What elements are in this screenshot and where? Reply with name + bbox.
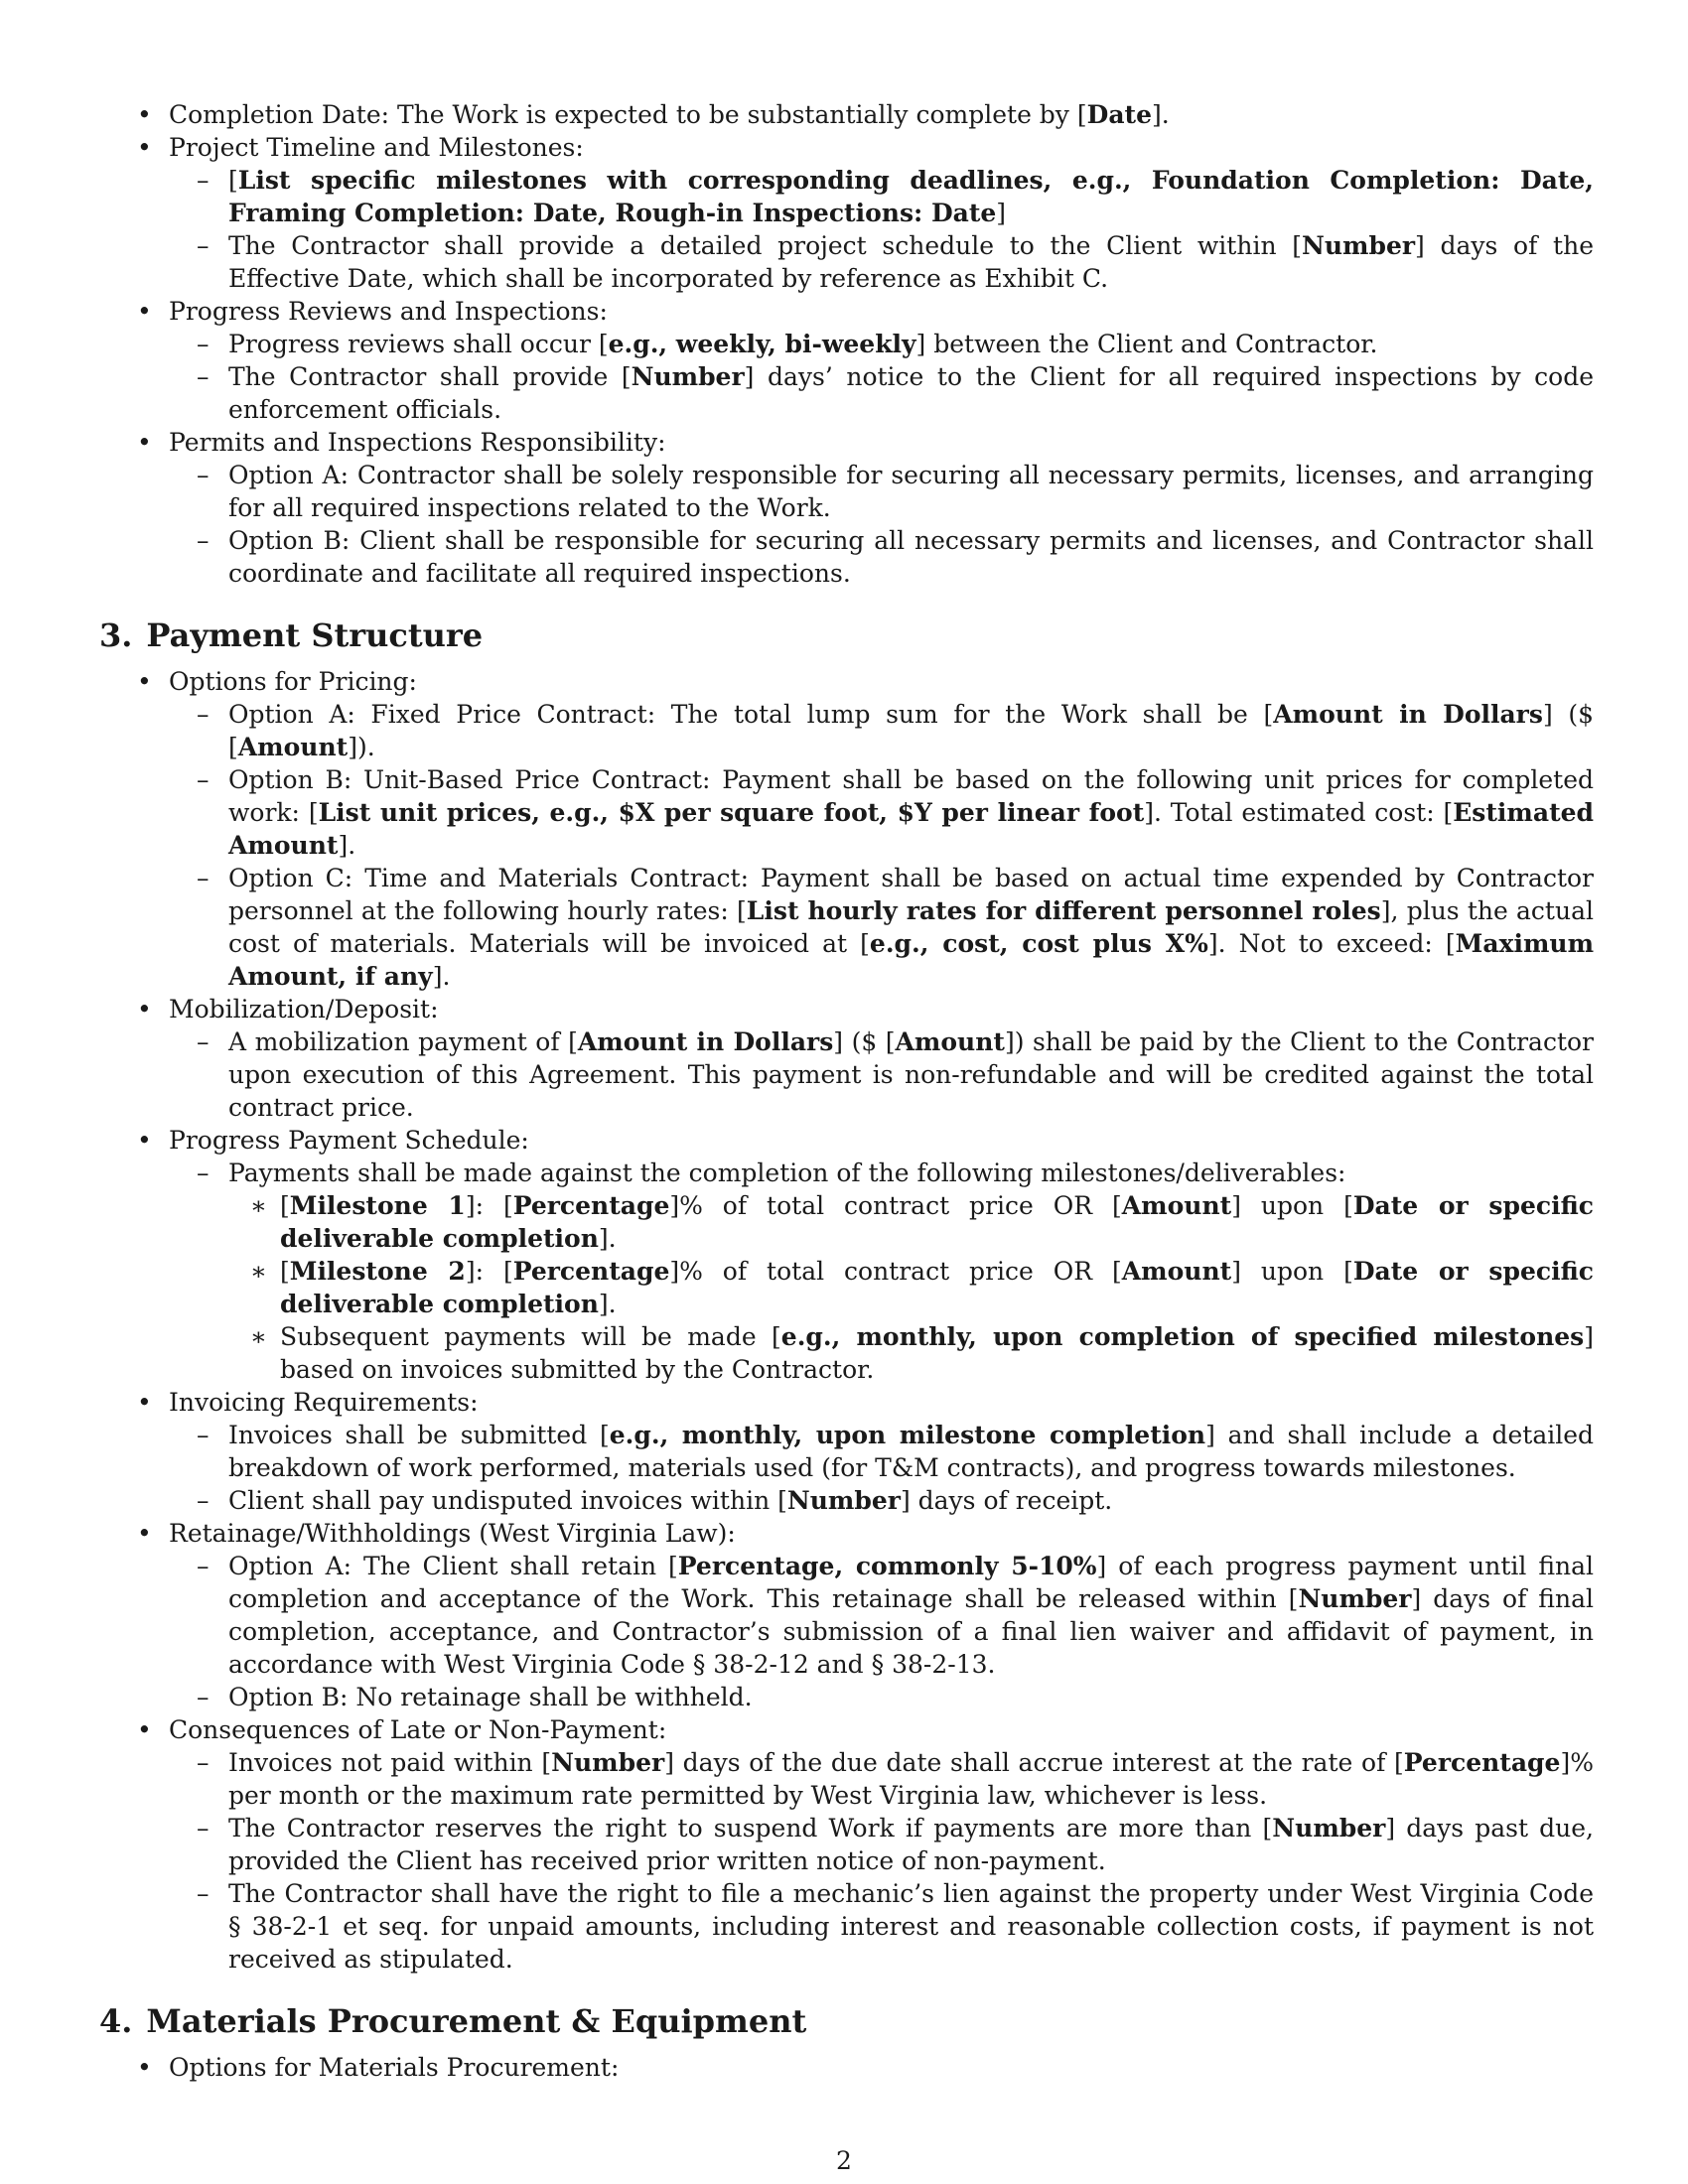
list-item-text: Options for Pricing: (169, 667, 417, 696)
list-item-text: Invoices not paid within [Number] days of the due date shall accrue interest at the rate of [Percentage]% per month or the maximum rate permitted by West Virginia law, whichever is less. (228, 1748, 1594, 1810)
list-item-text: Option A: Fixed Price Contract: The total lump sum for the Work shall be [Amount in Dollars] ($ [Amount]). (228, 700, 1594, 761)
list-item-text: Payments shall be made against the completion of the following milestones/deliverables: (228, 1159, 1346, 1187)
timeline-list (99, 98, 1594, 590)
sub-sub-list-item (228, 1255, 1594, 1320)
payment-structure-list (99, 665, 1594, 1976)
section-4-title: Materials Procurement & Equipment (146, 2002, 807, 2040)
list-item (99, 2051, 1594, 2084)
sub-list-item (169, 1812, 1594, 1877)
list-item-text: Project Timeline and Milestones: (169, 133, 584, 162)
list-item-text: Progress Payment Schedule: (169, 1126, 529, 1155)
materials-procurement-list (99, 2051, 1594, 2084)
nested-list (169, 459, 1594, 590)
sub-sub-list-item (228, 1320, 1594, 1386)
sub-list-item (169, 1025, 1594, 1124)
list-item-text: Permits and Inspections Responsibility: (169, 428, 666, 457)
sub-list-item (169, 862, 1594, 993)
list-item (99, 295, 1594, 426)
list-item-text: [Milestone 2]: [Percentage]% of total contract price OR [Amount] upon [Date or specific deliverable completion]. (280, 1257, 1594, 1318)
list-item-text: Subsequent payments will be made [e.g., monthly, upon completion of specified milestones] based on invoices submitted by the Contractor. (280, 1322, 1594, 1384)
list-item-text: The Contractor reserves the right to suspend Work if payments are more than [Number] days past due, provided the Client has received prior written notice of non-payment. (228, 1814, 1594, 1875)
section-3-heading (99, 615, 1594, 655)
list-item-text: Option A: Contractor shall be solely responsible for securing all necessary permits, licenses, and arranging for all required inspections related to the Work. (228, 461, 1594, 522)
list-item (99, 1124, 1594, 1386)
list-item-text: Client shall pay undisputed invoices within [Number] days of receipt. (228, 1486, 1113, 1515)
section-3-number: 3. (99, 616, 133, 654)
sub-list-item (169, 1419, 1594, 1484)
section-4-number: 4. (99, 2002, 133, 2040)
nested-list (169, 1550, 1594, 1713)
list-item-text: Retainage/Withholdings (West Virginia Law): (169, 1519, 736, 1548)
sub-list-item (169, 763, 1594, 862)
sub-list-item (169, 1157, 1594, 1386)
nested-list (169, 328, 1594, 426)
nested-list (169, 1157, 1594, 1386)
list-item (99, 426, 1594, 590)
list-item (99, 131, 1594, 295)
nested-list (169, 164, 1594, 295)
sub-sub-list-item (228, 1189, 1594, 1255)
list-item (99, 993, 1594, 1124)
list-item-text: [Milestone 1]: [Percentage]% of total contract price OR [Amount] upon [Date or specific deliverable completion]. (280, 1191, 1594, 1253)
sub-list-item (169, 360, 1594, 426)
list-item-text: A mobilization payment of [Amount in Dollars] ($ [Amount]) shall be paid by the Client to the Contractor upon execution of this Agreement. This payment is non-refundable and will be credited against the total contract price. (228, 1027, 1594, 1122)
nested-list (169, 1746, 1594, 1976)
list-item-text: Completion Date: The Work is expected to be substantially complete by [Date]. (169, 100, 1170, 129)
section-4-heading (99, 2001, 1594, 2041)
list-item-text: Option A: The Client shall retain [Percentage, commonly 5-10%] of each progress payment until final completion and acceptance of the Work. This retainage shall be released within [Number] days of final completion, acceptance, and Contractor’s submission of a final lien waiver and affidavit of payment, in accordance with West Virginia Code § 38-2-12 and § 38-2-13. (228, 1552, 1594, 1679)
section-3-title: Payment Structure (146, 616, 484, 654)
sub-list-item (169, 1550, 1594, 1681)
sub-list-item (169, 164, 1594, 229)
list-item-text: Progress Reviews and Inspections: (169, 297, 608, 326)
nested-list (228, 1189, 1594, 1386)
list-item (99, 98, 1594, 131)
sub-list-item (169, 1877, 1594, 1976)
list-item (99, 1386, 1594, 1517)
list-item-text: Invoicing Requirements: (169, 1388, 479, 1417)
sub-list-item (169, 1484, 1594, 1517)
list-item-text: Progress reviews shall occur [e.g., weekly, bi-weekly] between the Client and Contractor. (228, 330, 1378, 358)
list-item (99, 1517, 1594, 1713)
list-item-text: Option B: No retainage shall be withheld. (228, 1683, 753, 1711)
list-item-text: Mobilization/Deposit: (169, 995, 439, 1024)
page-number: 2 (836, 2146, 852, 2175)
list-item-text: The Contractor shall provide a detailed project schedule to the Client within [Number] days of the Effective Date, which shall be incorporated by reference as Exhibit C. (228, 231, 1594, 293)
list-item (99, 665, 1594, 993)
list-item-text: Options for Materials Procurement: (169, 2053, 620, 2082)
sub-list-item (169, 1681, 1594, 1713)
nested-list (169, 1419, 1594, 1517)
page-content (99, 98, 1594, 2084)
list-item-text: Consequences of Late or Non-Payment: (169, 1715, 667, 1744)
sub-list-item (169, 229, 1594, 295)
list-item-text: Option B: Client shall be responsible for securing all necessary permits and licenses, and Contractor shall coordinate and facilitate all required inspections. (228, 526, 1594, 588)
sub-list-item (169, 524, 1594, 590)
list-item-text: The Contractor shall have the right to file a mechanic’s lien against the property under West Virginia Code § 38-2-1 et seq. for unpaid amounts, including interest and reasonable collection costs, if payment is not received as stipulated. (228, 1879, 1594, 1974)
nested-list (169, 1025, 1594, 1124)
list-item-text: [List specific milestones with corresponding deadlines, e.g., Foundation Completion: Date, Framing Completion: Date, Rough-in Inspections: Date] (228, 166, 1594, 227)
list-item (99, 1713, 1594, 1976)
nested-list (169, 698, 1594, 993)
sub-list-item (169, 328, 1594, 360)
list-item-text: Option B: Unit-Based Price Contract: Payment shall be based on the following unit prices for completed work: [List unit prices, e.g., $X per square foot, $Y per linear foot]. Total estimated cost: [Estimated Amount]. (228, 765, 1595, 860)
sub-list-item (169, 1746, 1594, 1812)
sub-list-item (169, 698, 1594, 763)
list-item-text: Invoices shall be submitted [e.g., monthly, upon milestone completion] and shall include a detailed breakdown of work performed, materials used (for T&M contracts), and progress towards milestones. (228, 1421, 1595, 1482)
sub-list-item (169, 459, 1594, 524)
list-item-text: The Contractor shall provide [Number] days’ notice to the Client for all required inspections by code enforcement officials. (228, 362, 1595, 424)
list-item-text: Option C: Time and Materials Contract: Payment shall be based on actual time expended by Contractor personnel at the following hourly rates: [List hourly rates for different personnel roles], plus the actual cost of materials. Materials will be invoiced at [e.g., cost, cost plus X%]. Not to exceed: [Maximum Amount, if any]. (228, 864, 1595, 991)
